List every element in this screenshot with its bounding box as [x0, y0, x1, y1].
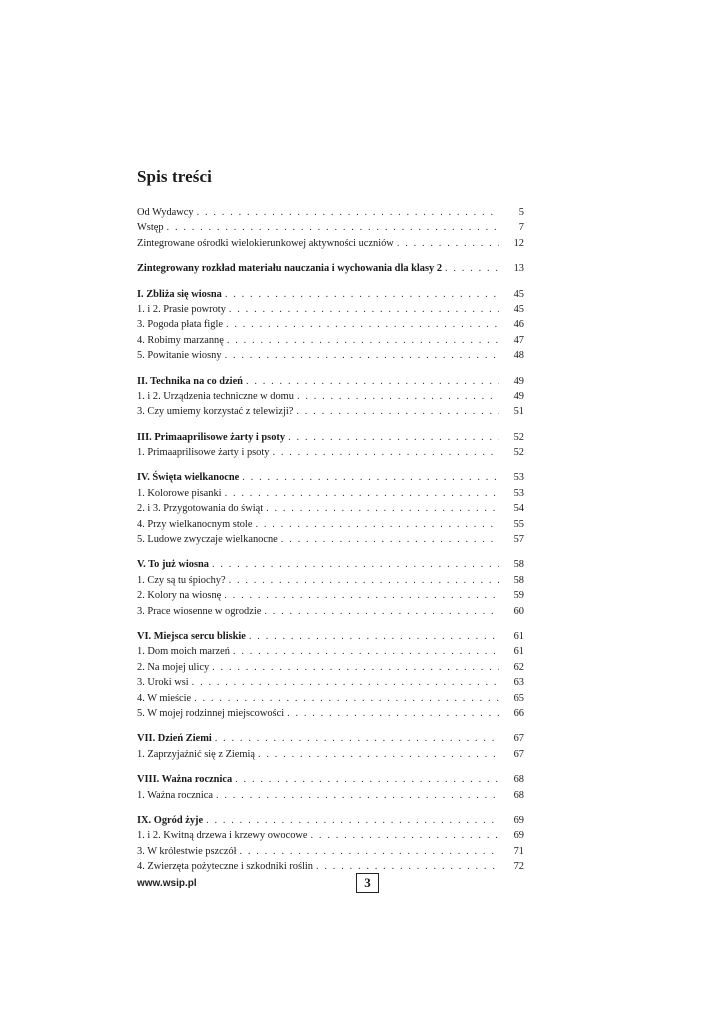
toc-entry-label: Zintegrowane ośrodki wielokierunkowej aktywności uczniów: [137, 237, 394, 249]
toc-leader-dots: [233, 644, 499, 659]
toc-entry-page: 68: [513, 789, 524, 801]
toc-leader-dots: [239, 844, 499, 859]
toc-entry-page: 72: [513, 861, 524, 873]
toc-leader-dots: [264, 604, 499, 619]
toc-entry-page: 58: [513, 574, 524, 586]
toc-entry-label: 3. Czy umiemy korzystać z telewizji?: [137, 406, 294, 418]
toc-leader-dots: [206, 813, 499, 828]
toc-entry-label: 4. W mieście: [137, 692, 192, 704]
toc-leader-dots: [212, 660, 499, 675]
toc-chapter-heading: [137, 287, 524, 302]
toc-entry: [137, 573, 524, 588]
toc-entry: [137, 747, 524, 762]
toc-leader-dots: [226, 317, 499, 332]
toc-leader-dots: [297, 389, 499, 404]
toc-entry: [137, 517, 524, 532]
toc-entry-label: IV. Święta wielkanocne: [137, 472, 240, 484]
toc-entry: [137, 691, 524, 706]
toc-entry-page: 58: [513, 559, 524, 571]
toc-entry: [137, 333, 524, 348]
toc-entry: [137, 828, 524, 843]
toc-entry-label: III. Primaaprilisowe żarty i psoty: [137, 431, 286, 443]
toc-entry-label: II. Technika na co dzień: [137, 375, 243, 387]
toc-entry-label: IX. Ogród żyje: [137, 814, 204, 826]
toc-entry: [137, 644, 524, 659]
toc-section: [137, 287, 524, 364]
toc-entry-page: 47: [513, 334, 524, 346]
toc-leader-dots: [445, 261, 499, 276]
toc-entry-page: 68: [513, 774, 524, 786]
toc-entry-label: 1. i 2. Urządzenia techniczne w domu: [137, 390, 294, 402]
toc-entry-page: 71: [513, 845, 524, 857]
toc-entry-page: 45: [513, 288, 524, 300]
toc-entry: [137, 389, 524, 404]
toc-entry: [137, 706, 524, 721]
toc-entry-label: 2. Kolory na wiosnę: [137, 590, 222, 602]
toc-section: [137, 557, 524, 619]
toc-chapter-heading: [137, 557, 524, 572]
toc-chapter-heading: [137, 813, 524, 828]
toc-entry: [137, 588, 524, 603]
toc-leader-dots: [225, 348, 499, 363]
toc-leader-dots: [229, 573, 499, 588]
toc-entry-label: 1. Zaprzyjaźnić się z Ziemią: [137, 748, 255, 760]
toc-section: [137, 261, 524, 276]
toc-entry: [137, 348, 524, 363]
toc-section: [137, 813, 524, 875]
toc-entry: [137, 844, 524, 859]
toc-chapter-heading: [137, 629, 524, 644]
toc-entry-page: 60: [513, 605, 524, 617]
toc-entry-page: 12: [513, 237, 524, 249]
toc-chapter-heading: [137, 430, 524, 445]
toc-entry-page: 61: [513, 646, 524, 658]
toc-entry-label: Wstęp: [137, 222, 164, 234]
toc-entry-label: 1. Kolorowe pisanki: [137, 487, 222, 499]
toc-leader-dots: [272, 445, 499, 460]
toc-entry-page: 62: [513, 661, 524, 673]
toc-entry: [137, 404, 524, 419]
toc-entry-page: 57: [513, 534, 524, 546]
toc-entry-page: 51: [513, 406, 524, 418]
toc-entry-label: 3. Uroki wsi: [137, 677, 189, 689]
toc-entry: [137, 532, 524, 547]
toc-entry-page: 52: [513, 431, 524, 443]
toc-section: [137, 374, 524, 420]
toc-entry-page: 52: [513, 447, 524, 459]
toc-entry-label: VI. Miejsca sercu bliskie: [137, 630, 246, 642]
toc-leader-dots: [316, 859, 499, 874]
toc-section: [137, 205, 524, 251]
toc-leader-dots: [287, 706, 499, 721]
toc-leader-dots: [212, 557, 499, 572]
toc-entry-label: 3. Prace wiosenne w ogrodzie: [137, 605, 262, 617]
toc-entry-page: 67: [513, 748, 524, 760]
toc-section: [137, 629, 524, 721]
toc-entry: [137, 486, 524, 501]
toc-leader-dots: [242, 470, 499, 485]
toc-entry-page: 55: [513, 518, 524, 530]
toc-entry-page: 66: [513, 707, 524, 719]
toc-entry: [137, 445, 524, 460]
toc-entry-page: 53: [513, 472, 524, 484]
toc-entry-label: 5. Ludowe zwyczaje wielkanocne: [137, 534, 278, 546]
toc-leader-dots: [216, 788, 499, 803]
toc-entry-label: 1. Czy są tu śpiochy?: [137, 574, 226, 586]
toc-leader-dots: [296, 404, 499, 419]
toc-entry-label: 5. W mojej rodzinnej miejscowości: [137, 707, 285, 719]
toc-entry-page: 63: [513, 677, 524, 689]
toc-leader-dots: [224, 588, 499, 603]
toc-entry-label: V. To już wiosna: [137, 559, 209, 571]
table-of-contents: [137, 205, 524, 884]
toc-entry-page: 59: [513, 590, 524, 602]
toc-entry-label: 3. Pogoda płata figle: [137, 319, 223, 331]
toc-entry-page: 49: [513, 375, 524, 387]
toc-leader-dots: [225, 486, 499, 501]
toc-entry-page: 61: [513, 630, 524, 642]
toc-entry: [137, 859, 524, 874]
page-number: 3: [356, 873, 379, 893]
toc-entry: [137, 302, 524, 317]
toc-chapter-heading: [137, 261, 524, 276]
toc-leader-dots: [249, 629, 499, 644]
toc-entry-label: 2. Na mojej ulicy: [137, 661, 210, 673]
toc-entry-label: VII. Dzień Ziemi: [137, 733, 212, 745]
toc-entry-page: 5: [518, 207, 524, 218]
toc-entry-page: 45: [513, 303, 524, 315]
toc-leader-dots: [225, 287, 499, 302]
toc-entry: [137, 205, 524, 220]
toc-entry-page: 49: [513, 390, 524, 402]
toc-section: [137, 731, 524, 762]
toc-entry: [137, 317, 524, 332]
toc-chapter-heading: [137, 772, 524, 787]
toc-entry: [137, 236, 524, 251]
toc-entry: [137, 501, 524, 516]
toc-entry: [137, 675, 524, 690]
toc-leader-dots: [167, 220, 499, 235]
toc-section: [137, 772, 524, 803]
toc-entry-page: 53: [513, 487, 524, 499]
toc-section: [137, 470, 524, 547]
toc-entry-label: 1. Primaaprilisowe żarty i psoty: [137, 447, 270, 459]
toc-entry-label: 1. i 2. Kwitną drzewa i krzewy owocowe: [137, 830, 308, 842]
toc-leader-dots: [266, 501, 499, 516]
toc-entry-label: 1. Ważna rocznica: [137, 789, 213, 801]
toc-entry-label: 1. i 2. Prasie powroty: [137, 303, 226, 315]
toc-leader-dots: [397, 236, 499, 251]
toc-entry: [137, 788, 524, 803]
toc-entry-page: 48: [513, 350, 524, 362]
toc-leader-dots: [255, 517, 499, 532]
toc-entry-label: Zintegrowany rozkład materiału nauczania i wychowania dla klasy 2: [137, 263, 443, 275]
toc-entry-label: 3. W królestwie pszczół: [137, 845, 237, 857]
toc-leader-dots: [197, 205, 499, 220]
toc-entry-label: 4. Robimy marzannę: [137, 334, 224, 346]
toc-leader-dots: [235, 772, 499, 787]
toc-entry-label: I. Zbliża się wiosna: [137, 288, 222, 300]
toc-entry-page: 13: [513, 263, 524, 275]
toc-entry-page: 46: [513, 319, 524, 331]
toc-entry-label: 2. i 3. Przygotowania do świąt: [137, 503, 264, 515]
toc-chapter-heading: [137, 374, 524, 389]
toc-entry: [137, 220, 524, 235]
toc-entry-page: 67: [513, 733, 524, 745]
publisher-url: www.wsip.pl: [137, 878, 197, 889]
toc-leader-dots: [258, 747, 499, 762]
toc-entry-page: 7: [518, 222, 524, 234]
toc-leader-dots: [288, 430, 499, 445]
toc-entry-label: 4. Zwierzęta pożyteczne i szkodniki roślin: [137, 861, 314, 873]
toc-entry: [137, 604, 524, 619]
toc-entry-label: Od Wydawcy: [137, 207, 194, 218]
toc-section: [137, 430, 524, 461]
page-title: Spis treści: [137, 167, 212, 186]
toc-entry-page: 54: [513, 503, 524, 515]
toc-leader-dots: [246, 374, 499, 389]
toc-entry-label: 4. Przy wielkanocnym stole: [137, 518, 253, 530]
toc-leader-dots: [194, 691, 499, 706]
toc-entry-page: 69: [513, 814, 524, 826]
toc-entry-page: 69: [513, 830, 524, 842]
toc-leader-dots: [215, 731, 499, 746]
toc-entry-page: 65: [513, 692, 524, 704]
toc-entry-label: 5. Powitanie wiosny: [137, 350, 222, 362]
toc-leader-dots: [227, 333, 499, 348]
toc-chapter-heading: [137, 731, 524, 746]
toc-entry-label: 1. Dom moich marzeń: [137, 646, 230, 658]
toc-leader-dots: [311, 828, 499, 843]
toc-leader-dots: [281, 532, 499, 547]
toc-entry: [137, 660, 524, 675]
toc-entry-label: VIII. Ważna rocznica: [137, 774, 233, 786]
toc-leader-dots: [229, 302, 499, 317]
toc-chapter-heading: [137, 470, 524, 485]
toc-leader-dots: [192, 675, 499, 690]
